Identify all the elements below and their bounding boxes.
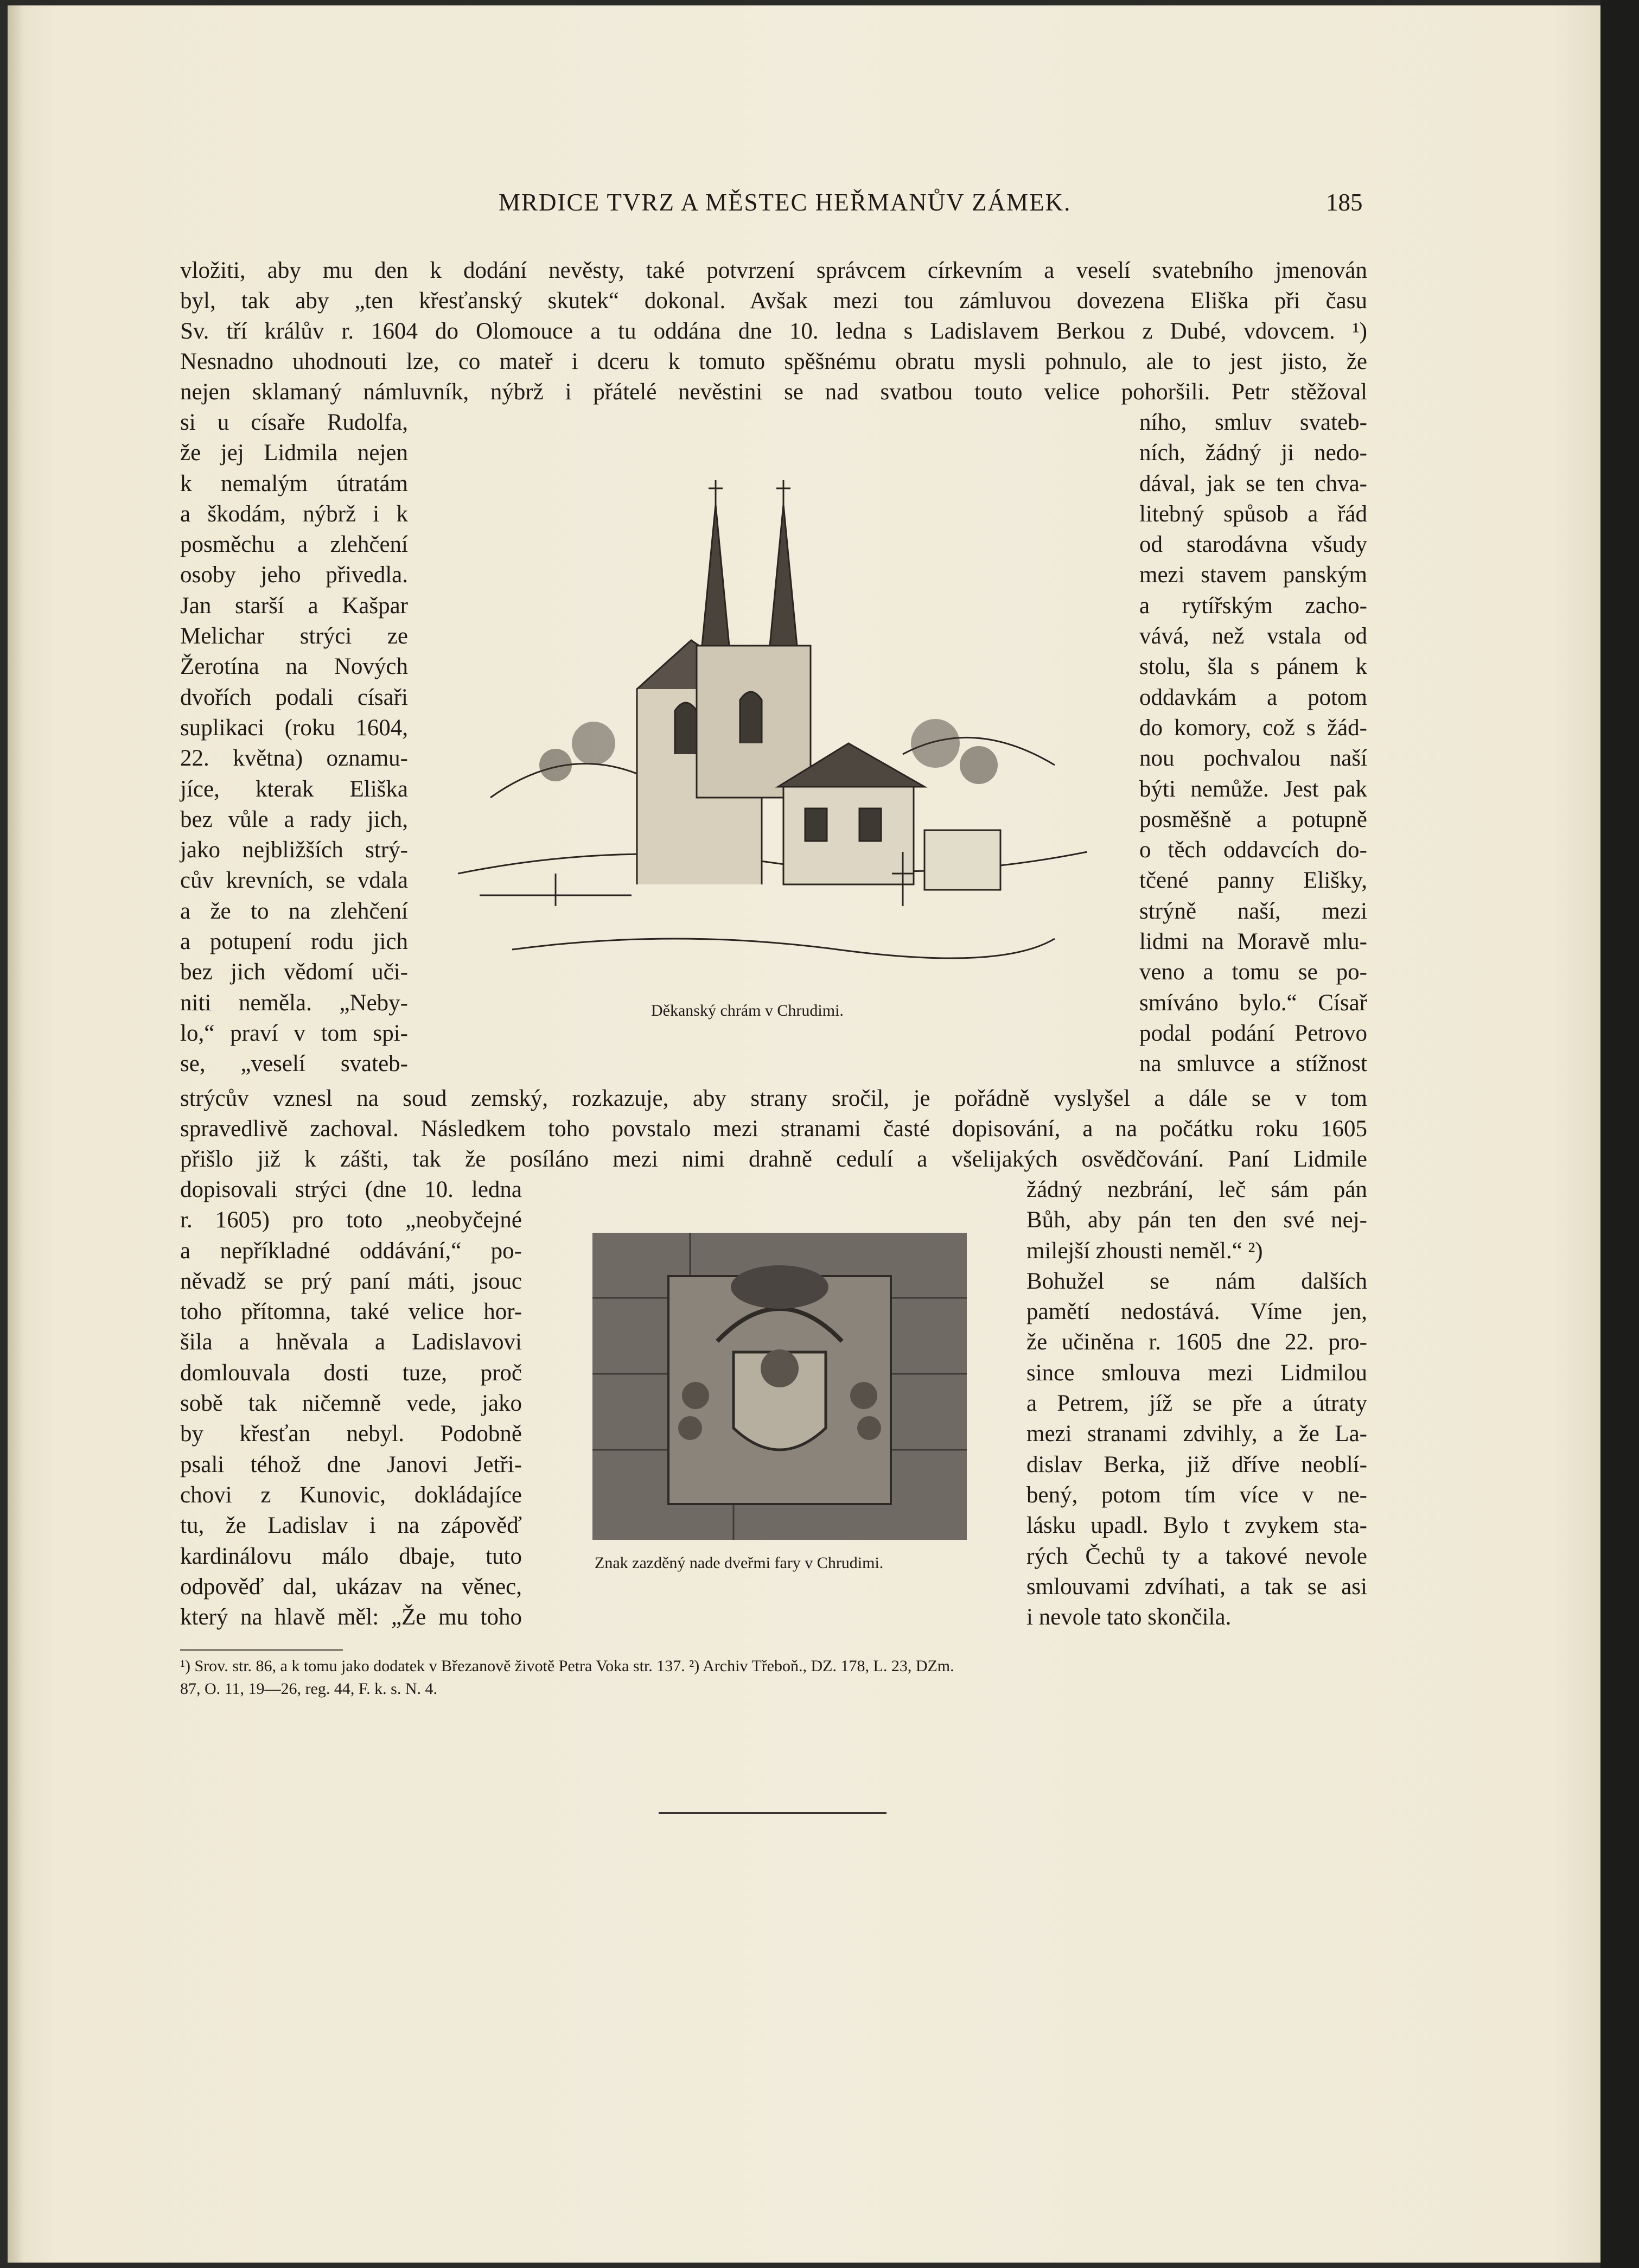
text-line: r. 1605) pro toto „neobyčejné	[180, 1207, 522, 1233]
text-line: lidmi na Moravě mlu-	[1139, 929, 1367, 955]
text-line: ního, smluv svateb-	[1139, 410, 1367, 435]
text-line: Žerotína na Nových	[180, 654, 408, 680]
text-line: lo,“ praví v tom spi-	[180, 1020, 408, 1046]
text-line: si u císaře Rudolfa,	[180, 410, 408, 435]
text-line: Sv. tří králův r. 1604 do Olomouce a tu oddána dne 10. ledna s Ladislavem Berkou z Dubé, vdovcem. ¹)	[180, 318, 1367, 344]
crest-illustration	[592, 1233, 967, 1540]
church-engraving	[458, 461, 1087, 993]
text-line: nejen sklamaný námluvník, nýbrž i přátelé nevěstini se nad svatbou touto velice pohoršili. Petr stěžoval	[180, 379, 1367, 405]
text-line: stolu, šla s pánem k	[1139, 654, 1367, 680]
scan-dark-edge	[1600, 0, 1639, 2268]
text-line: rých Čechů ty a takové nevole	[1026, 1543, 1367, 1569]
text-line: Bůh, aby pán ten den své nej-	[1026, 1207, 1367, 1233]
church-illustration	[458, 461, 1087, 993]
text-line: něvadž se prý paní máti, jsouc	[180, 1268, 522, 1294]
text-line: nou pochvalou naší	[1139, 746, 1367, 772]
text-line: o těch oddavcích do-	[1139, 837, 1367, 863]
text-line: by křesťan nebyl. Podobně	[180, 1421, 522, 1447]
text-line: odpověď dal, ukázav na věnec,	[180, 1573, 522, 1600]
footnote-line: ¹) Srov. str. 86, a k tomu jako dodatek v Březanově životě Petra Voka str. 137. ²) Archiv Třeboň., DZ. 178, L. 23, DZm.	[180, 1657, 954, 1675]
text-line: cův krevních, se vdala	[180, 868, 408, 894]
text-line: jako nejbližších strý-	[180, 837, 408, 863]
text-line: který na hlavě měl: „Že mu toho	[180, 1604, 522, 1630]
text-line: bený, potom tím více v ne-	[1026, 1482, 1367, 1508]
text-line: since smlouva mezi Lidmilou	[1026, 1360, 1367, 1386]
text-line: tu, že Ladislav i na zápověď	[180, 1513, 522, 1539]
footnote-line: 87, O. 11, 19—26, reg. 44, F. k. s. N. 4.	[180, 1680, 437, 1698]
running-title: MRDICE TVRZ A MĚSTEC HEŘMANŮV ZÁMEK.	[499, 189, 1072, 216]
text-line: oddavkám a potom	[1139, 684, 1367, 710]
text-line: suplikaci (roku 1604,	[180, 715, 408, 741]
text-line: podal podání Petrovo	[1139, 1020, 1367, 1046]
text-line: mezi stavem panským	[1139, 562, 1367, 588]
text-line: posměšně a potupně	[1139, 806, 1367, 832]
text-line: psali téhož dne Janovi Jetři-	[180, 1451, 522, 1477]
text-line: litebný spůsob a řád	[1139, 501, 1367, 527]
text-line: veno a tomu se po-	[1139, 959, 1367, 985]
right-column-2	[1026, 1175, 1367, 1633]
text-line: smlouvami zdvíhati, a tak se asi	[1026, 1573, 1367, 1600]
text-line: byl, tak aby „ten křesťanský skutek“ dokonal. Avšak mezi tou zámluvou dovezena Eliška při času	[180, 288, 1367, 314]
text-line: žádný nezbrání, leč sám pán	[1026, 1177, 1367, 1202]
text-line: a nepříkladné oddávání,“ po-	[180, 1238, 522, 1264]
text-line: bez vůle a rady jich,	[180, 806, 408, 832]
text-line: sobě tak ničemně vede, jako	[180, 1391, 522, 1417]
crest-caption: Znak zazděný nade dveřmi fary v Chrudimi.	[595, 1554, 884, 1572]
book-page	[8, 5, 1616, 2263]
text-line: jíce, kterak Eliška	[180, 776, 408, 802]
text-line: mezi stranami zdvihly, a že La-	[1026, 1421, 1367, 1447]
text-line: že učiněna r. 1605 dne 22. pro-	[1026, 1329, 1367, 1355]
text-line: chovi z Kunovic, dokládajíce	[180, 1482, 522, 1508]
text-line: býti nemůže. Jest pak	[1139, 776, 1367, 802]
text-line: vložiti, aby mu den k dodání nevěsty, také potvrzení správcem církevním a veselí svatebního jmenován	[180, 258, 1367, 283]
left-column-1	[180, 407, 408, 1080]
text-line: a Petrem, jíž se pře a útraty	[1026, 1391, 1367, 1417]
text-line: smíváno bylo.“ Císař	[1139, 990, 1367, 1016]
text-line: strýcův vznesl na soud zemský, rozkazuje, aby strany sročil, je pořádně vyslyšel a dále se v tom	[180, 1086, 1367, 1111]
text-line: od starodávna všudy	[1139, 532, 1367, 558]
text-line: spravedlivě zachoval. Následkem toho povstalo mezi stranami časté dopisování, a na počátku roku 1605	[180, 1116, 1367, 1142]
text-line: a rytířským zacho-	[1139, 593, 1367, 619]
church-caption: Děkanský chrám v Chrudimi.	[651, 1002, 844, 1020]
text-line: dopisovali strýci (dne 10. ledna	[180, 1177, 522, 1202]
text-line: kardinálovu málo dbaje, tuto	[180, 1543, 522, 1569]
text-line: osoby jeho přivedla.	[180, 562, 408, 588]
page-spine-shadow	[8, 5, 24, 2263]
text-line: Nesnadno uhodnouti lze, co mateř i dceru k tomuto spěšnému obratu mysli pohnulo, ale to jest jisto, že	[180, 349, 1367, 374]
text-line: niti neměla. „Neby-	[180, 990, 408, 1016]
text-line: šila a hněvala a Ladislavovi	[180, 1329, 522, 1355]
text-line: dával, jak se ten chva-	[1139, 470, 1367, 496]
text-line: toho přítomna, také velice hor-	[180, 1299, 522, 1325]
page-number: 185	[1326, 189, 1363, 216]
text-line: tčené panny Elišky,	[1139, 868, 1367, 894]
left-column-2	[180, 1175, 522, 1633]
text-line: přišlo již k zášti, tak že posíláno mezi nimi drahně cedulí a všelijakých osvědčování. Paní Lidmile	[180, 1146, 1367, 1172]
text-line: dvořích podali císaři	[180, 684, 408, 710]
text-line: vává, než vstala od	[1139, 623, 1367, 649]
text-line: a škodám, nýbrž i k	[180, 501, 408, 527]
text-line: posměchu a zlehčení	[180, 532, 408, 558]
text-line: pamětí nedostává. Víme jen,	[1026, 1299, 1367, 1325]
text-line: bez jich vědomí uči-	[180, 959, 408, 985]
text-line: ních, žádný ji nedo-	[1139, 440, 1367, 466]
end-rule	[659, 1812, 887, 1814]
text-line: a potupení rodu jich	[180, 929, 408, 955]
text-line: Jan starší a Kašpar	[180, 593, 408, 619]
text-line: strýně naší, mezi	[1139, 898, 1367, 924]
text-line: domlouvala dosti tuze, proč	[180, 1360, 522, 1386]
text-line: dislav Berka, již dříve neoblí-	[1026, 1451, 1367, 1477]
right-column-1	[1139, 407, 1367, 1080]
text-line: se, „veselí svateb-	[180, 1051, 408, 1077]
text-line: Melichar strýci ze	[180, 623, 408, 649]
text-line: k nemalým útratám	[180, 470, 408, 496]
crest-engraving	[592, 1233, 967, 1540]
text-line: že jej Lidmila nejen	[180, 440, 408, 466]
text-line: lásku upadl. Bylo t zvykem sta-	[1026, 1513, 1367, 1539]
text-line: na smluvce a stížnost	[1139, 1051, 1367, 1077]
footnote-rule	[180, 1649, 343, 1651]
text-line: milejší zhousti neměl.“ ²)	[1026, 1238, 1263, 1264]
text-line: do komory, což s žád-	[1139, 715, 1367, 741]
text-line: a že to na zlehčení	[180, 898, 408, 924]
text-line: 22. května) oznamu-	[180, 746, 408, 772]
text-line: Bohužel se nám dalších	[1026, 1268, 1367, 1294]
text-line: i nevole tato skončila.	[1026, 1604, 1232, 1630]
